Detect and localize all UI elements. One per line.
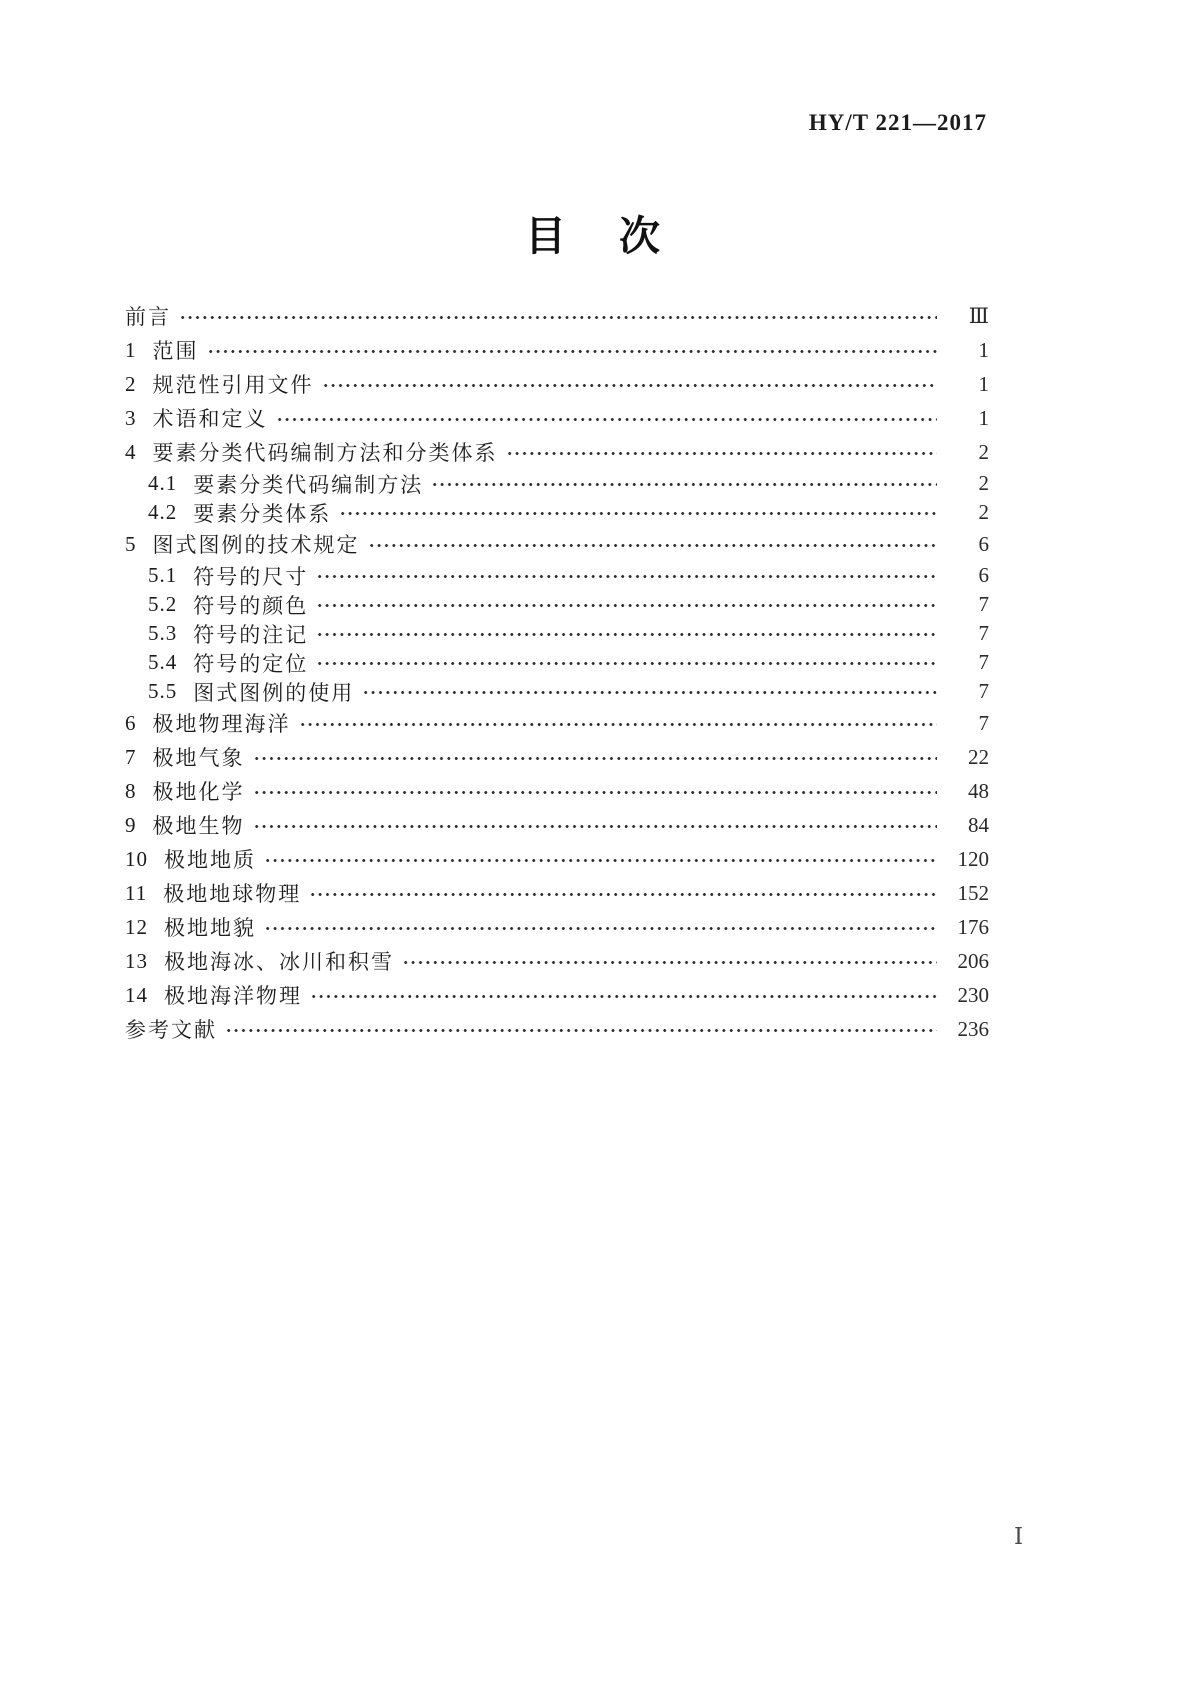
dot-leader <box>316 619 937 648</box>
toc-entry <box>125 469 989 498</box>
toc-entry-label: 极地地质 <box>164 848 256 872</box>
dot-leader <box>253 774 938 808</box>
dot-leader <box>506 435 938 469</box>
toc-entry-page: 152 <box>957 880 989 905</box>
toc-entry-page: 6 <box>978 563 989 587</box>
toc-entry-number: 12 <box>125 914 148 939</box>
toc-entry-page: 120 <box>957 846 989 871</box>
toc-entry-label: 图式图例的技术规定 <box>152 533 360 557</box>
toc-entry-page: 22 <box>968 744 989 769</box>
toc-entry-number: 6 <box>125 710 137 735</box>
toc-entry-page: 2 <box>978 500 989 524</box>
toc-entry-page: 6 <box>978 531 989 556</box>
toc-entry <box>125 619 989 648</box>
toc-entry <box>125 740 989 774</box>
toc-entry <box>125 876 989 910</box>
toc-entry <box>125 367 989 401</box>
dot-leader <box>316 590 937 619</box>
toc-entry-number: 10 <box>125 846 148 871</box>
toc-entry <box>125 299 989 333</box>
toc-entry-label: 极地物理海洋 <box>152 712 291 736</box>
toc-entry-number: 4 <box>125 439 137 464</box>
toc-entry-label: 极地海洋物理 <box>164 984 302 1008</box>
toc-entry-page: 230 <box>957 982 989 1007</box>
doc-number: HY/T 221—2017 <box>808 110 987 135</box>
dot-leader <box>402 944 937 978</box>
toc-entry <box>125 808 989 842</box>
toc-entry <box>125 944 989 978</box>
dot-leader <box>264 910 937 944</box>
dot-leader <box>316 648 937 677</box>
toc-entry <box>125 435 989 469</box>
dot-leader <box>264 842 937 876</box>
toc-entry-number: 8 <box>125 778 137 803</box>
toc-entry-number: 1 <box>125 337 137 362</box>
toc-entry <box>125 978 989 1012</box>
dot-leader <box>207 333 938 367</box>
toc-entry <box>125 1012 989 1046</box>
toc-entry-label: 要素分类代码编制方法和分类体系 <box>152 441 498 465</box>
toc-entry <box>125 498 989 527</box>
toc-entry <box>125 333 989 367</box>
toc-entry-label: 极地地貌 <box>164 916 256 940</box>
toc-entry-label: 规范性引用文件 <box>152 373 314 397</box>
table-of-contents <box>125 299 989 1046</box>
toc-entry-page: 84 <box>968 812 989 837</box>
toc-entry-number: 5 <box>125 531 137 556</box>
toc-entry <box>125 842 989 876</box>
toc-entry-label: 符号的颜色 <box>193 593 309 618</box>
toc-entry-label: 符号的定位 <box>193 651 309 676</box>
toc-entry-number: 5.3 <box>148 621 178 645</box>
toc-entry-label: 极地地球物理 <box>163 882 302 906</box>
toc-entry-page: 206 <box>957 948 989 973</box>
toc-entry-page: 48 <box>968 778 989 803</box>
toc-entry-label: 要素分类代码编制方法 <box>193 472 424 497</box>
toc-entry <box>125 910 989 944</box>
toc-entry-number: 3 <box>125 405 137 430</box>
toc-entry-number: 4.2 <box>148 500 178 524</box>
toc-entry-page: 7 <box>978 592 989 616</box>
toc-entry-number: 7 <box>125 744 137 769</box>
toc-entry-label: 范围 <box>152 339 199 363</box>
toc-entry-page: 1 <box>978 405 989 430</box>
toc-entry-label: 前言 <box>125 305 171 329</box>
toc-entry-number: 2 <box>125 371 137 396</box>
dot-leader <box>316 561 937 590</box>
dot-leader <box>299 706 938 740</box>
toc-entry-label: 极地气象 <box>152 746 245 770</box>
toc-entry-number: 5.2 <box>148 592 178 616</box>
toc-entry-label: 极地海冰、冰川和积雪 <box>164 950 394 974</box>
toc-entry <box>125 706 989 740</box>
dot-leader <box>362 677 937 706</box>
toc-entry-page: 1 <box>978 371 989 396</box>
toc-entry-label: 符号的尺寸 <box>193 564 309 589</box>
page-title: 目 次 <box>525 213 666 259</box>
toc-entry <box>125 590 989 619</box>
toc-entry-page: 176 <box>957 914 989 939</box>
toc-entry <box>125 401 989 435</box>
toc-entry-label: 参考文献 <box>125 1018 217 1042</box>
dot-leader <box>179 299 937 333</box>
toc-entry <box>125 677 989 706</box>
dot-leader <box>322 367 938 401</box>
dot-leader <box>431 469 937 498</box>
toc-entry-number: 5.1 <box>148 563 178 587</box>
toc-entry-label: 图式图例的使用 <box>193 680 355 705</box>
toc-entry-number: 4.1 <box>148 471 178 495</box>
toc-entry-page: 2 <box>978 471 989 495</box>
toc-entry-page: 7 <box>978 650 989 674</box>
toc-entry-label: 极地生物 <box>152 814 245 838</box>
dot-leader <box>310 978 937 1012</box>
toc-entry-page: Ⅲ <box>968 303 989 328</box>
toc-entry <box>125 561 989 590</box>
dot-leader <box>276 401 938 435</box>
toc-entry-number: 14 <box>125 982 148 1007</box>
toc-entry-page: 7 <box>978 621 989 645</box>
toc-entry-number: 5.4 <box>148 650 178 674</box>
toc-entry-page: 7 <box>978 710 989 735</box>
toc-entry-number: 5.5 <box>148 679 178 703</box>
toc-entry-label: 符号的注记 <box>193 622 309 647</box>
toc-entry-number: 11 <box>125 880 148 905</box>
dot-leader <box>368 527 938 561</box>
dot-leader <box>225 1012 937 1046</box>
toc-entry-number: 13 <box>125 948 148 973</box>
toc-entry-page: 236 <box>957 1016 989 1041</box>
toc-entry <box>125 648 989 677</box>
dot-leader <box>339 498 937 527</box>
dot-leader <box>253 808 938 842</box>
toc-entry-label: 极地化学 <box>152 780 245 804</box>
toc-entry-label: 要素分类体系 <box>193 501 332 526</box>
toc-entry-label: 术语和定义 <box>152 407 268 431</box>
toc-entry <box>125 527 989 561</box>
toc-entry-page: 7 <box>978 679 989 703</box>
dot-leader <box>309 876 937 910</box>
toc-entry-number: 9 <box>125 812 137 837</box>
toc-entry-page: 2 <box>978 439 989 464</box>
folio-page-number: Ⅰ <box>1014 1524 1024 1549</box>
dot-leader <box>253 740 938 774</box>
toc-entry-page: 1 <box>978 337 989 362</box>
toc-entry <box>125 774 989 808</box>
